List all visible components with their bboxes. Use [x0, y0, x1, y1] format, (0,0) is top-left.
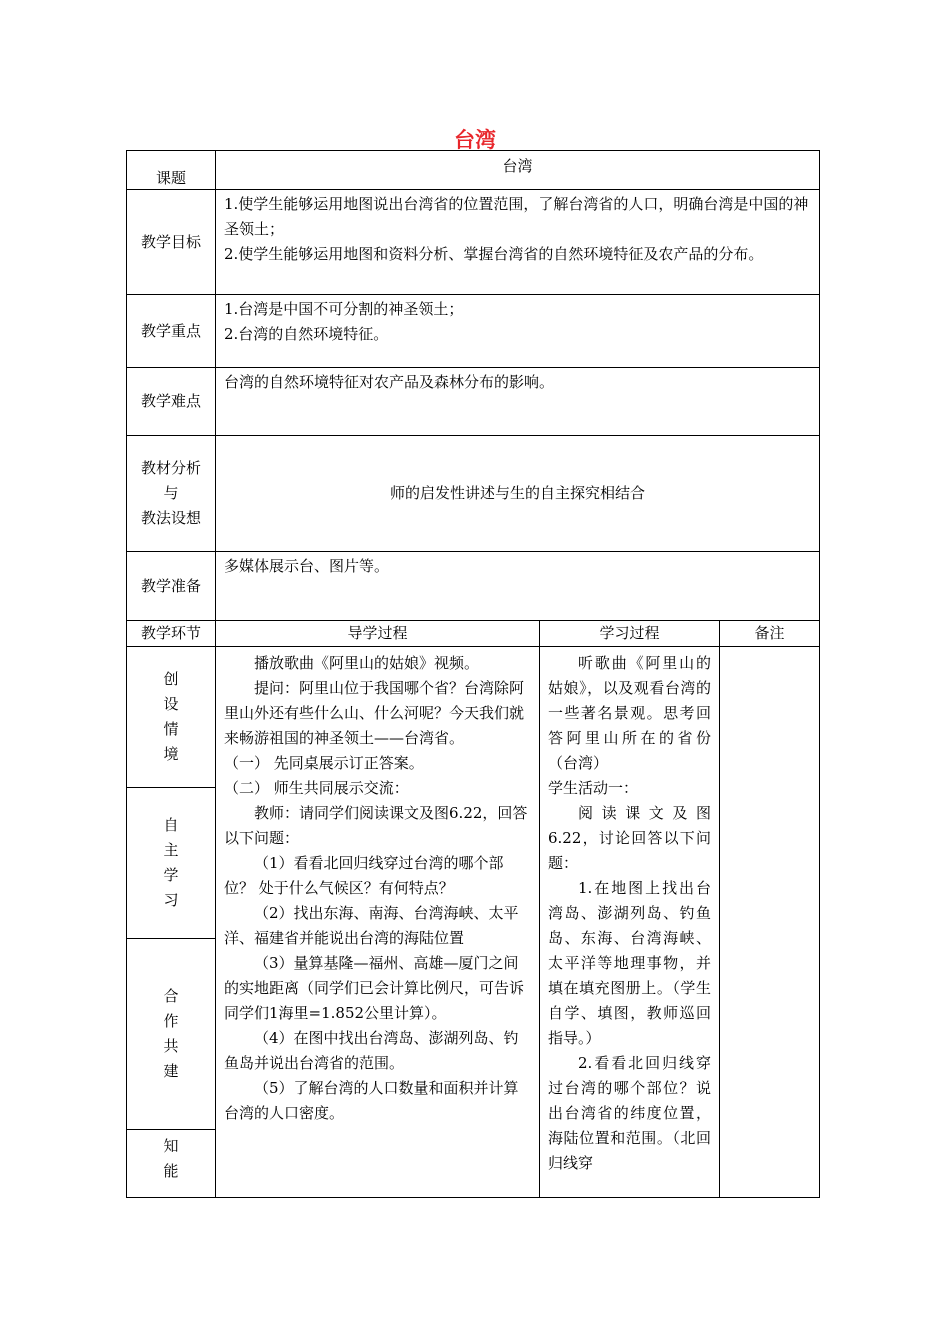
- analysis-label-line-1: 教材分析: [140, 459, 201, 477]
- learning-process-column: [540, 647, 720, 1198]
- stage-char: 习: [163, 891, 179, 909]
- goal-line-2: 2.使学生能够运用地图和资料分析、掌握台湾省的自然环境特征及农产品的分布。: [224, 245, 764, 263]
- header-learn: 学习过程: [540, 621, 720, 647]
- guide-process-column: [216, 647, 540, 1198]
- stage-self-study: [127, 788, 215, 939]
- learn-line: 阅读课文及图6.22，讨论回答以下问题：: [548, 804, 711, 872]
- guide-line: （1）看看北回归线穿过台湾的哪个部位？ 处于什么气候区？有何特点？: [224, 854, 504, 897]
- stage-char: 情: [163, 720, 179, 738]
- row-analysis: [127, 436, 820, 552]
- key-line-1: 1.台湾是中国不可分割的神圣领土；: [224, 300, 464, 318]
- goals-label: 教学目标: [127, 190, 216, 295]
- row-prep: [127, 552, 820, 621]
- stage-char: 学: [163, 866, 179, 884]
- guide-line: （5）了解台湾的人口数量和面积并计算台湾的人口密度。: [224, 1079, 519, 1122]
- row-difficult: [127, 368, 820, 436]
- stage-char: 合: [163, 987, 179, 1005]
- guide-line: （二） 师生共同展示交流：: [224, 779, 409, 797]
- stage-create-situation: [127, 647, 215, 788]
- lesson-plan-table: [126, 150, 820, 1198]
- stage-char: 共: [163, 1037, 179, 1055]
- difficult-label: 教学难点: [127, 368, 216, 436]
- analysis-label-line-2: 与: [163, 484, 179, 502]
- guide-line: （一） 先同桌展示订正答案。: [224, 754, 424, 772]
- header-note: 备注: [720, 621, 820, 647]
- guide-line: 教师：请同学们阅读课文及图6.22，回答以下问题：: [224, 804, 528, 847]
- learn-line: 听歌曲《阿里山的姑娘》，以及观看台湾的一些著名景观。思考回答阿里山所在的省份（台湾）: [548, 654, 711, 772]
- prep-label: 教学准备: [127, 552, 216, 621]
- learn-line: 2.看看北回归线穿过台湾的哪个部位？说出台湾省的纬度位置，海陆位置和范围。（北回归线穿: [548, 1054, 711, 1172]
- prep-value: 多媒体展示台、图片等。: [216, 552, 820, 621]
- stage-char: 境: [163, 745, 179, 763]
- stage-knowledge: [127, 1130, 215, 1197]
- row-goals: [127, 190, 820, 295]
- stage-char: 建: [163, 1062, 179, 1080]
- guide-line: 播放歌曲《阿里山的姑娘》视频。: [254, 654, 480, 672]
- goals-value: [216, 190, 820, 295]
- process-row: [127, 647, 820, 1198]
- guide-line: 提问：阿里山位于我国哪个省？台湾除阿里山外还有些什么山、什么河呢？今天我们就来畅游祖国的神圣领土——台湾省。: [224, 679, 525, 747]
- key-line-2: 2.台湾的自然环境特征。: [224, 325, 389, 343]
- guide-line: （4）在图中找出台湾岛、澎湖列岛、钓鱼岛并说出台湾省的范围。: [224, 1029, 519, 1072]
- difficult-value: 台湾的自然环境特征对农产品及森林分布的影响。: [216, 368, 820, 436]
- key-label: 教学重点: [127, 295, 216, 368]
- stage-char: 设: [163, 695, 179, 713]
- analysis-value: 师的启发性讲述与生的自主探究相结合: [216, 436, 820, 552]
- stage-char: 自: [163, 816, 179, 834]
- guide-line: （2）找出东海、南海、台湾海峡、太平洋、福建省并能说出台湾的海陆位置: [224, 904, 519, 947]
- stage-char: 创: [163, 670, 179, 688]
- header-guide: 导学过程: [216, 621, 540, 647]
- process-header-row: [127, 621, 820, 647]
- row-topic: [127, 151, 820, 190]
- analysis-label: [127, 436, 216, 552]
- stage-char: 能: [163, 1162, 179, 1180]
- stage-cooperation: [127, 939, 215, 1130]
- stage-char: 主: [163, 841, 179, 859]
- stage-char: 作: [163, 1012, 179, 1030]
- topic-value: 台湾: [216, 151, 820, 190]
- analysis-label-line-3: 教法设想: [140, 509, 201, 527]
- header-stage: 教学环节: [127, 621, 216, 647]
- topic-label: 课题: [127, 151, 216, 190]
- learn-line: 1.在地图上找出台湾岛、澎湖列岛、钓鱼岛、东海、台湾海峡、太平洋等地理事物，并填在填充图册上。（学生自学、填图，教师巡回指导。）: [548, 879, 711, 1047]
- goal-line-1: 1.使学生能够运用地图说出台湾省的位置范围，了解台湾省的人口，明确台湾是中国的神圣领土；: [224, 195, 809, 238]
- learn-line: 学生活动一：: [548, 779, 639, 797]
- guide-line: （3）量算基隆—福州、高雄—厦门之间的实地距离（同学们已会计算比例尺，可告诉同学们1海里=1.852公里计算）。: [224, 954, 525, 1022]
- row-key: [127, 295, 820, 368]
- note-column: [720, 647, 820, 1198]
- stage-char: 知: [163, 1137, 179, 1155]
- key-value: [216, 295, 820, 368]
- stage-column: [127, 647, 216, 1198]
- page-title: 台湾: [454, 128, 496, 152]
